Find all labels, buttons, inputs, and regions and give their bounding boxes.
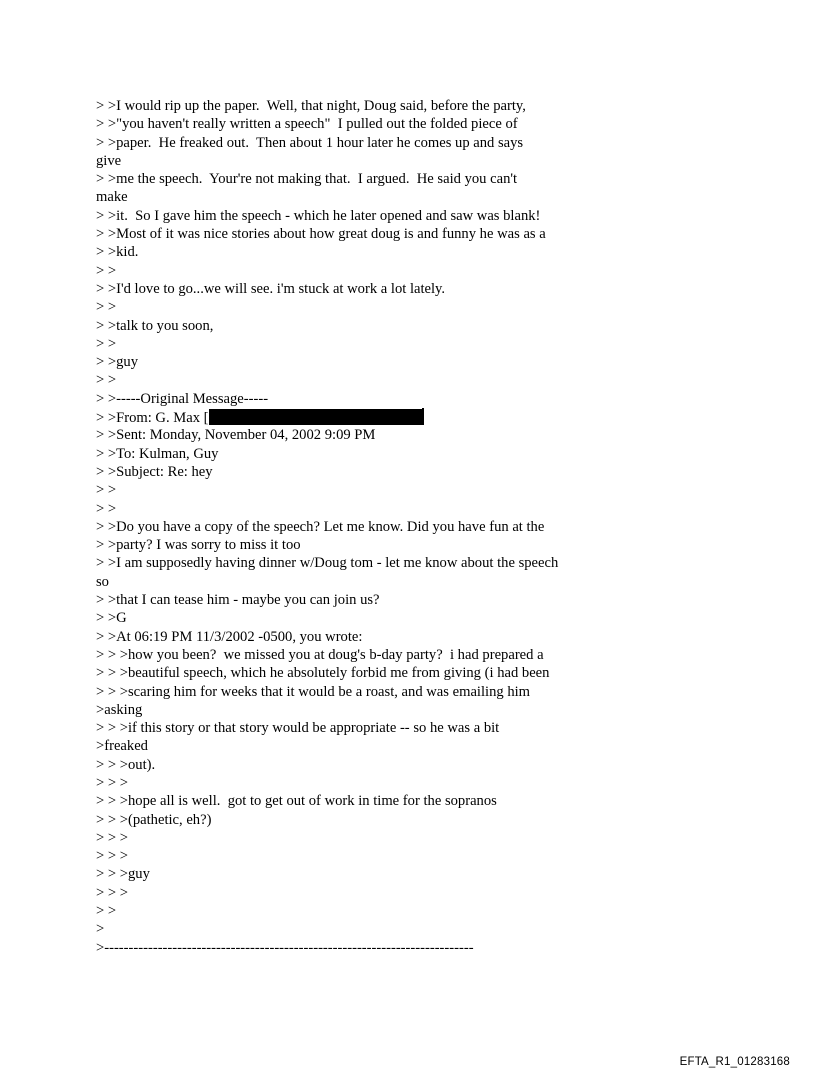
email-line-text: >---------------------------------------------------------------------------- xyxy=(96,939,474,956)
email-line xyxy=(96,847,696,865)
email-line xyxy=(96,298,696,316)
email-line-text: > xyxy=(96,921,105,938)
email-line-text: > >Do you have a copy of the speech? Let me know. Did you have fun at the xyxy=(96,518,545,535)
email-line xyxy=(96,902,696,920)
email-line-text: > > xyxy=(96,299,117,316)
email-quoted-text xyxy=(96,97,696,957)
email-line-text: > >G xyxy=(96,610,127,627)
email-line-text: >freaked xyxy=(96,738,148,755)
email-line-text: > >I'd love to go...we will see. i'm stuck at work a lot lately. xyxy=(96,280,446,297)
email-line xyxy=(96,865,696,883)
email-line-text: > >-----Original Message----- xyxy=(96,390,269,407)
email-line-text: > >From: G. Max [ xyxy=(96,410,209,427)
email-line xyxy=(96,225,696,243)
email-line-text: > >guy xyxy=(96,354,138,371)
email-line-text: > > >scaring him for weeks that it would be a roast, and was emailing him xyxy=(96,683,531,700)
email-line-text: > > xyxy=(96,482,117,499)
email-line-text: > > xyxy=(96,335,117,352)
email-line-text: > >I am supposedly having dinner w/Doug tom - let me know about the speech xyxy=(96,555,559,572)
email-line-text: > >Sent: Monday, November 04, 2002 9:09 PM xyxy=(96,427,376,444)
email-line xyxy=(96,262,696,280)
email-line-text: > > > xyxy=(96,848,128,865)
email-line xyxy=(96,554,696,572)
email-line xyxy=(96,97,696,115)
email-line xyxy=(96,371,696,389)
email-line-text: so xyxy=(96,573,109,590)
email-line xyxy=(96,280,696,298)
email-line-text: > > xyxy=(96,262,117,279)
email-line xyxy=(96,463,696,481)
email-line xyxy=(96,115,696,133)
email-line-text: > > > xyxy=(96,884,128,901)
email-line xyxy=(96,170,696,188)
email-line xyxy=(96,188,696,206)
email-line-text: > >Subject: Re: hey xyxy=(96,463,213,480)
email-line-text: > > >(pathetic, eh?) xyxy=(96,811,212,828)
email-line xyxy=(96,939,696,957)
email-line-text: > > >hope all is well. got to get out of work in time for the sopranos xyxy=(96,793,497,810)
email-line-text: > >talk to you soon, xyxy=(96,317,214,334)
email-line xyxy=(96,207,696,225)
email-line-text: > >me the speech. Your're not making that. I argued. He said you can't xyxy=(96,171,518,188)
email-line-text: > > xyxy=(96,372,117,389)
email-line-text: give xyxy=(96,152,122,169)
email-line xyxy=(96,683,696,701)
email-line-text: > >kid. xyxy=(96,244,139,261)
email-line xyxy=(96,152,696,170)
email-line-text: make xyxy=(96,189,128,206)
email-line xyxy=(96,628,696,646)
email-line xyxy=(96,591,696,609)
email-line-text: > > xyxy=(96,903,117,920)
email-line xyxy=(96,426,696,444)
email-line-text: > >"you haven't really written a speech" I pulled out the folded piece of xyxy=(96,116,518,133)
email-line xyxy=(96,390,696,408)
email-line xyxy=(96,500,696,518)
email-line xyxy=(96,884,696,902)
email-line-text: > > > xyxy=(96,774,128,791)
email-line xyxy=(96,445,696,463)
email-line xyxy=(96,536,696,554)
email-line-text: > >To: Kulman, Guy xyxy=(96,445,219,462)
email-line-text: > >it. So I gave him the speech - which he later opened and saw was blank! xyxy=(96,207,541,224)
email-line-text: > >Most of it was nice stories about how great doug is and funny he was as a xyxy=(96,226,546,243)
redaction-box xyxy=(209,409,422,425)
email-line-text: > >At 06:19 PM 11/3/2002 -0500, you wrote: xyxy=(96,628,363,645)
email-line xyxy=(96,646,696,664)
email-line xyxy=(96,609,696,627)
email-line xyxy=(96,792,696,810)
email-line xyxy=(96,737,696,755)
email-line xyxy=(96,408,696,426)
email-line xyxy=(96,481,696,499)
email-line xyxy=(96,317,696,335)
email-line-text: > > >how you been? we missed you at doug's b-day party? i had prepared a xyxy=(96,646,544,663)
email-line-text: > > xyxy=(96,500,117,517)
email-line xyxy=(96,829,696,847)
email-line xyxy=(96,243,696,261)
email-line-text: > >party? I was sorry to miss it too xyxy=(96,537,301,554)
email-line xyxy=(96,518,696,536)
document-id-stamp: EFTA_R1_01283168 xyxy=(679,1056,790,1068)
email-line xyxy=(96,134,696,152)
email-line xyxy=(96,335,696,353)
email-line xyxy=(96,573,696,591)
email-line-text: > > >guy xyxy=(96,866,150,883)
email-line-text: > > >out). xyxy=(96,756,156,773)
email-line-text: >asking xyxy=(96,701,143,718)
email-line xyxy=(96,811,696,829)
email-line xyxy=(96,920,696,938)
email-line-text: > >I would rip up the paper. Well, that night, Doug said, before the party, xyxy=(96,98,526,114)
email-line-text: > > >if this story or that story would be appropriate -- so he was a bit xyxy=(96,720,500,737)
email-line xyxy=(96,774,696,792)
email-line xyxy=(96,719,696,737)
redaction-bracket-close xyxy=(422,408,424,425)
email-line xyxy=(96,353,696,371)
email-line xyxy=(96,664,696,682)
email-line-text: > > >beautiful speech, which he absolutely forbid me from giving (i had been xyxy=(96,665,550,682)
email-line-text: > >paper. He freaked out. Then about 1 hour later he comes up and says xyxy=(96,134,524,151)
email-line xyxy=(96,756,696,774)
email-line-text: > > > xyxy=(96,829,128,846)
email-line-text: > >that I can tease him - maybe you can join us? xyxy=(96,592,380,609)
email-line xyxy=(96,701,696,719)
